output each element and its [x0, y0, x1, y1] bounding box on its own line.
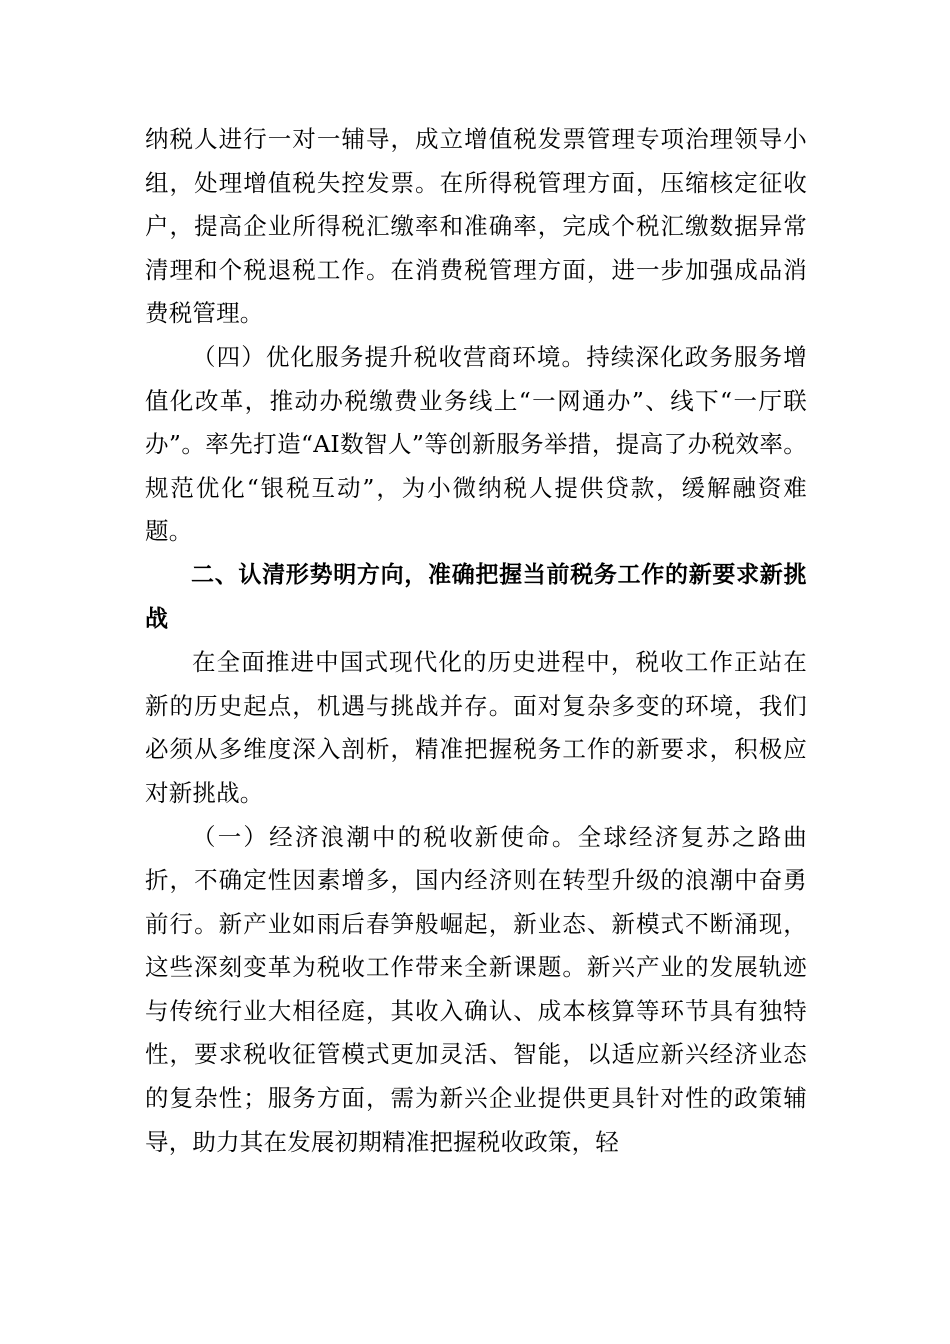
section-heading: 二、认清形势明方向，准确把握当前税务工作的新要求新挑战 — [145, 561, 807, 632]
section-four-paragraph: （四）优化服务提升税收营商环境。持续深化政务服务增值化改革，推动办税缴费业务线上“一网通办”、线下“一厅联办”。率先打造“AI数智人”等创新服务举措，提高了办税效率。规范优化“银税互动”，为小微纳税人提供贷款，缓解融资难题。 — [145, 342, 807, 546]
section-one-paragraph: （一）经济浪潮中的税收新使命。全球经济复苏之路曲折，不确定性因素增多，国内经济则在转型升级的浪潮中奋勇前行。新产业如雨后春笋般崛起，新业态、新模式不断涌现，这些深刻变革为税收工作带来全新课题。新兴产业的发展轨迹与传统行业大相径庭，其收入确认、成本核算等环节具有独特性，要求税收征管模式更加灵活、智能，以适应新兴经济业态的复杂性；服务方面，需为新兴企业提供更具针对性的政策辅导，助力其在发展初期精准把握税收政策，轻 — [145, 822, 807, 1156]
continuation-paragraph: 纳税人进行一对一辅导，成立增值税发票管理专项治理领导小组，处理增值税失控发票。在所得税管理方面，压缩核定征收户，提高企业所得税汇缴率和准确率，完成个税汇缴数据异常清理和个税退税工作。在消费税管理方面，进一步加强成品消费税管理。 — [145, 125, 807, 328]
document-page — [145, 118, 807, 1164]
intro-paragraph: 在全面推进中国式现代化的历史进程中，税收工作正站在新的历史起点，机遇与挑战并存。面对复杂多变的环境，我们必须从多维度深入剖析，精准把握税务工作的新要求，积极应对新挑战。 — [145, 648, 807, 807]
